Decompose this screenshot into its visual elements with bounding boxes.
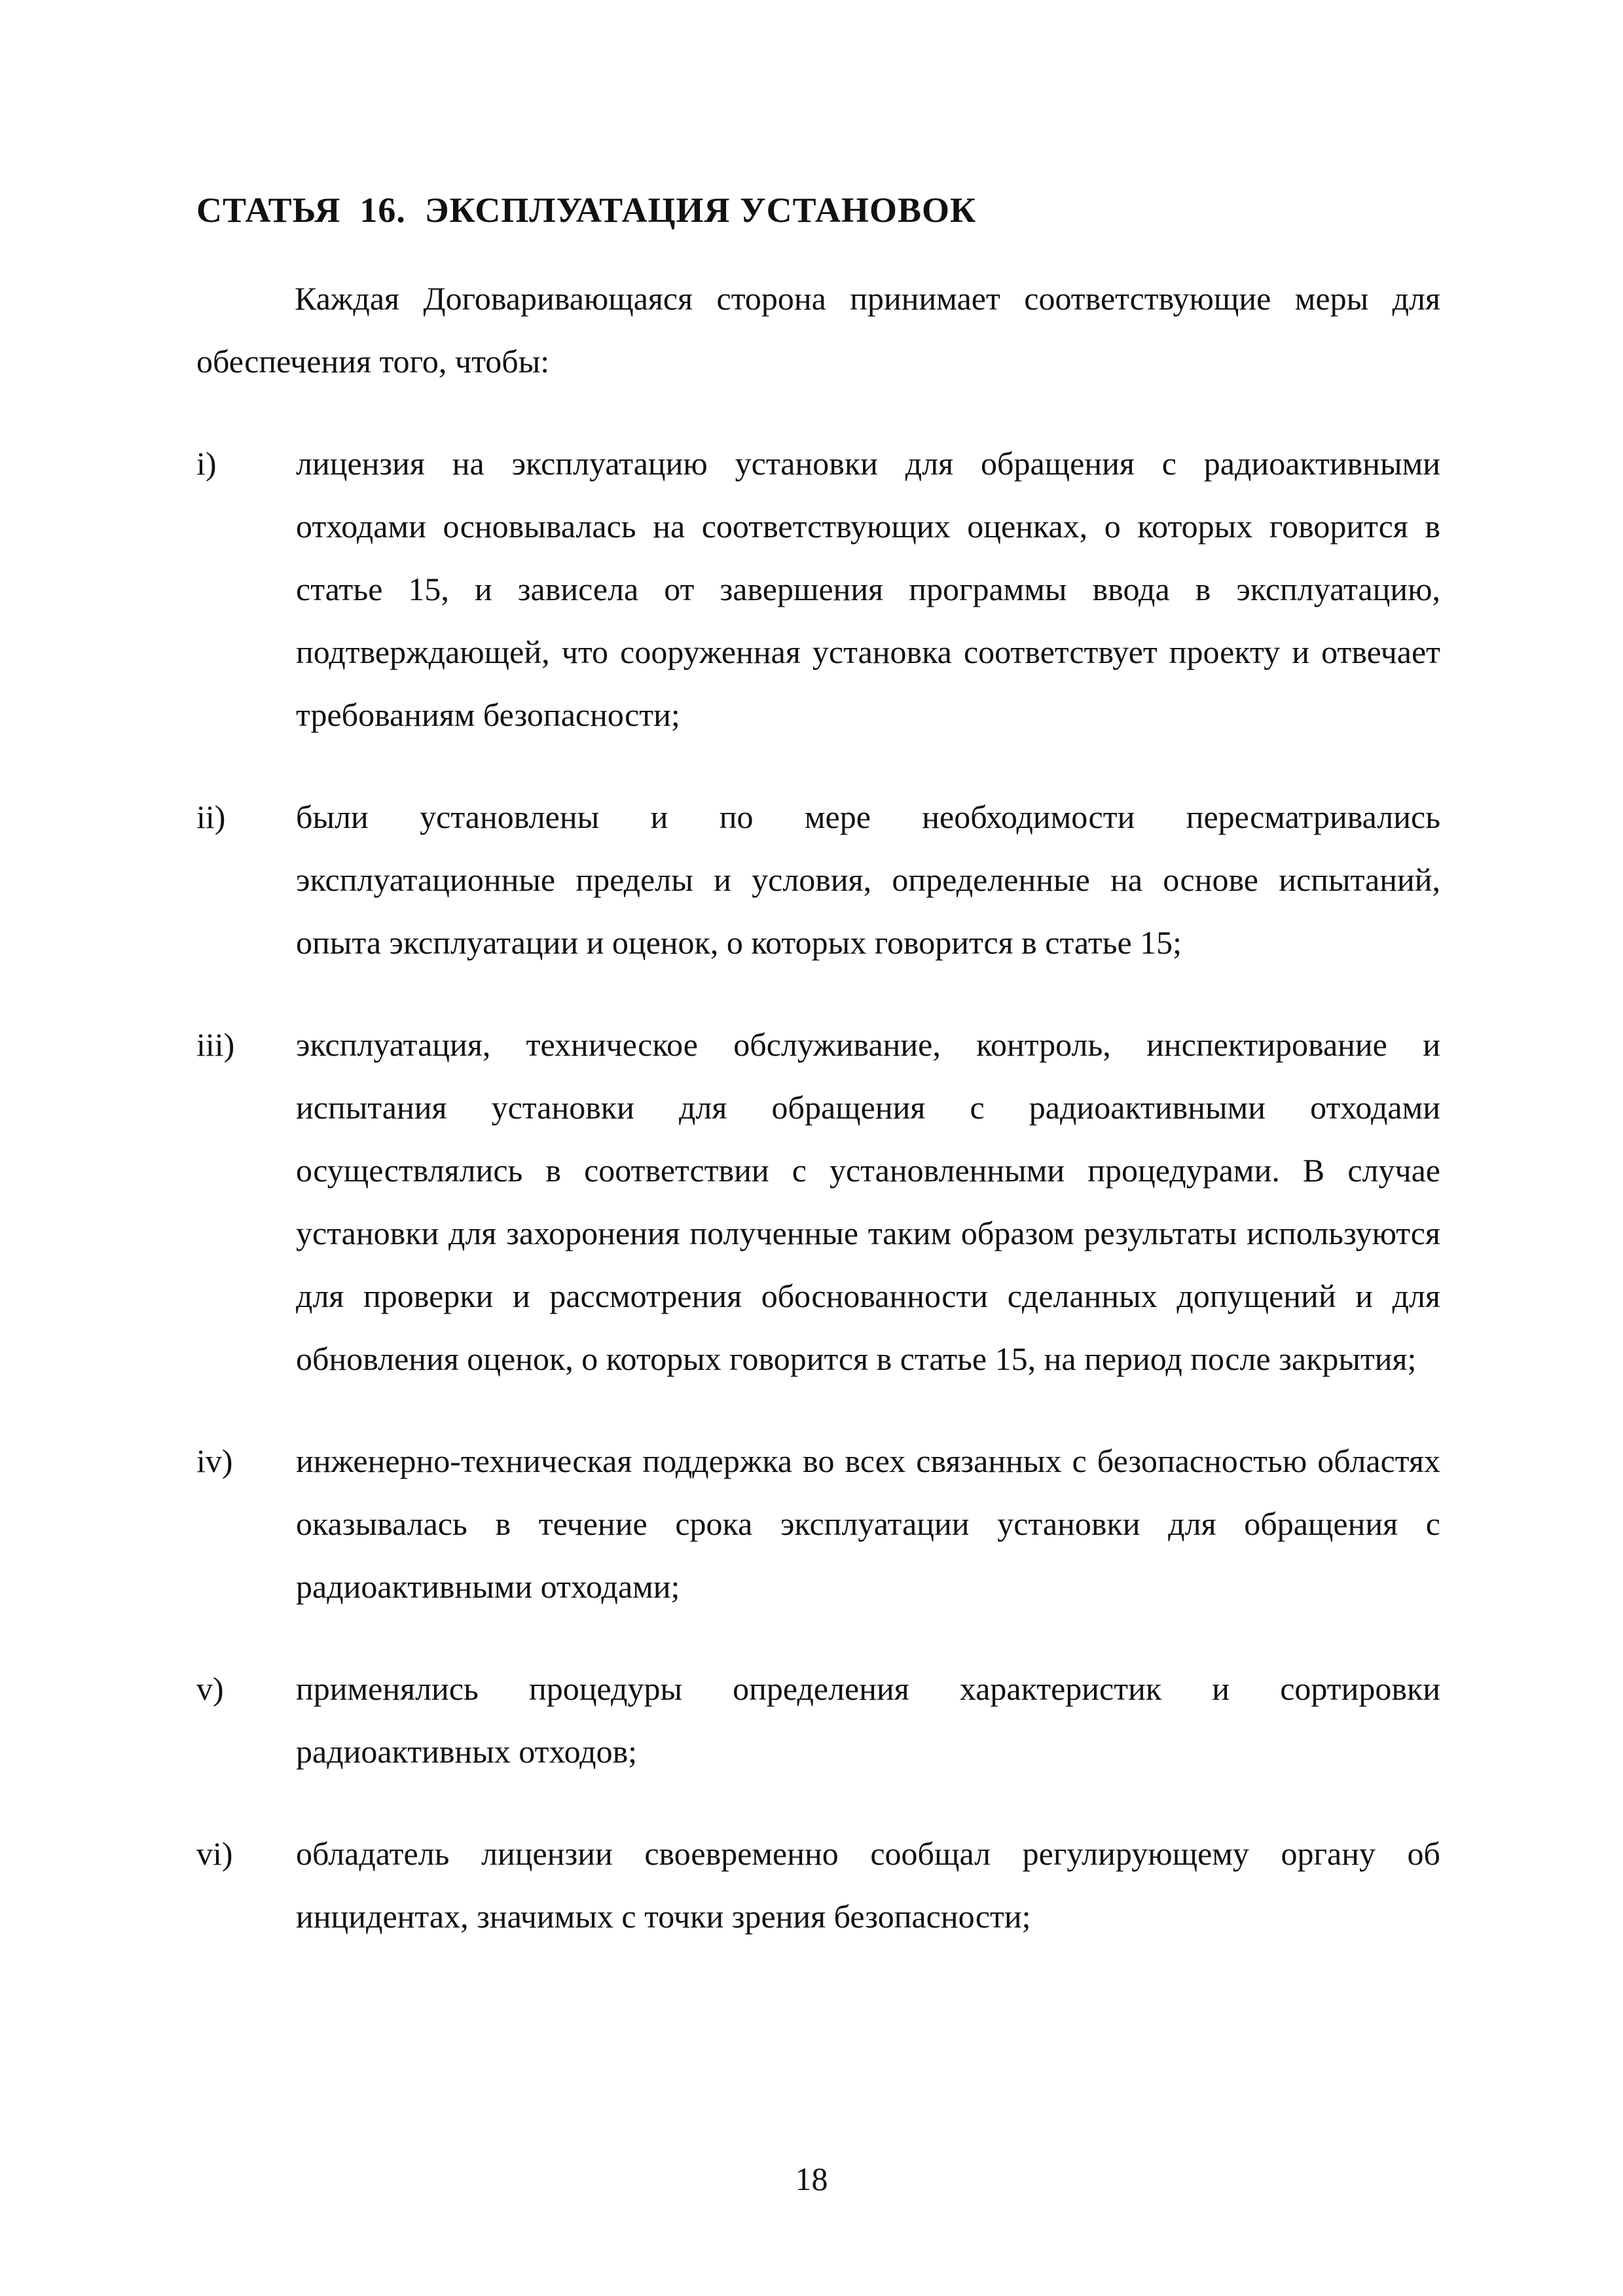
- list-item-text: инженерно-техническая поддержка во всех связанных с безопасностью областях оказывалась в течение срока эксплуатации установки для обращения с радиоактивными отходами;: [296, 1443, 1440, 1605]
- list-item: [196, 1822, 1440, 1948]
- list-item-number: v): [196, 1670, 224, 1707]
- list-item: [196, 1429, 1440, 1618]
- list-item: [196, 1657, 1440, 1783]
- list-item: [196, 785, 1440, 974]
- list-item-number: iii): [196, 1026, 235, 1063]
- list-item-text: применялись процедуры определения характеристик и сортировки радиоактивных отходов;: [296, 1670, 1440, 1770]
- list-item-number: ii): [196, 798, 226, 835]
- article-heading: СТАТЬЯ 16. ЭКСПЛУАТАЦИЯ УСТАНОВОК: [196, 190, 977, 230]
- list-item: [196, 1013, 1440, 1390]
- intro-paragraph: Каждая Договаривающаяся сторона принимает соответствующие меры для обеспечения того, чтобы:: [196, 280, 1440, 380]
- list-item-number: i): [196, 445, 217, 482]
- list-item-text: были установлены и по мере необходимости пересматривались эксплуатационные пределы и условия, определенные на основе испытаний, опыта эксплуатации и оценок, о которых говорится в статье 15;: [296, 798, 1440, 961]
- list-item-text: лицензия на эксплуатацию установки для обращения с радиоактивными отходами основывалась на соответствующих оценках, о которых говорится в статье 15, и зависела от завершения программы ввода в эксплуатацию, подтверждающей, что сооруженная установка соответствует проекту и отвечает требованиям безопасности;: [296, 445, 1440, 733]
- list-item-text: обладатель лицензии своевременно сообщал регулирующему органу об инцидентах, значимых с точки зрения безопасности;: [296, 1835, 1440, 1935]
- list-item: [196, 432, 1440, 746]
- document-page: [196, 190, 1440, 1987]
- list-item-text: эксплуатация, техническое обслуживание, контроль, инспектирование и испытания установки для обращения с радиоактивными отходами осуществлялись в соответствии с установленными процедурами. В случае установки для захоронения полученные таким образом результаты используются для проверки и рассмотрения обоснованности сделанных допущений и для обновления оценок, о которых говорится в статье 15, на период после закрытия;: [296, 1026, 1440, 1377]
- list-item-number: vi): [196, 1835, 233, 1872]
- page-number: 18: [795, 2161, 828, 2197]
- list-item-number: iv): [196, 1443, 233, 1479]
